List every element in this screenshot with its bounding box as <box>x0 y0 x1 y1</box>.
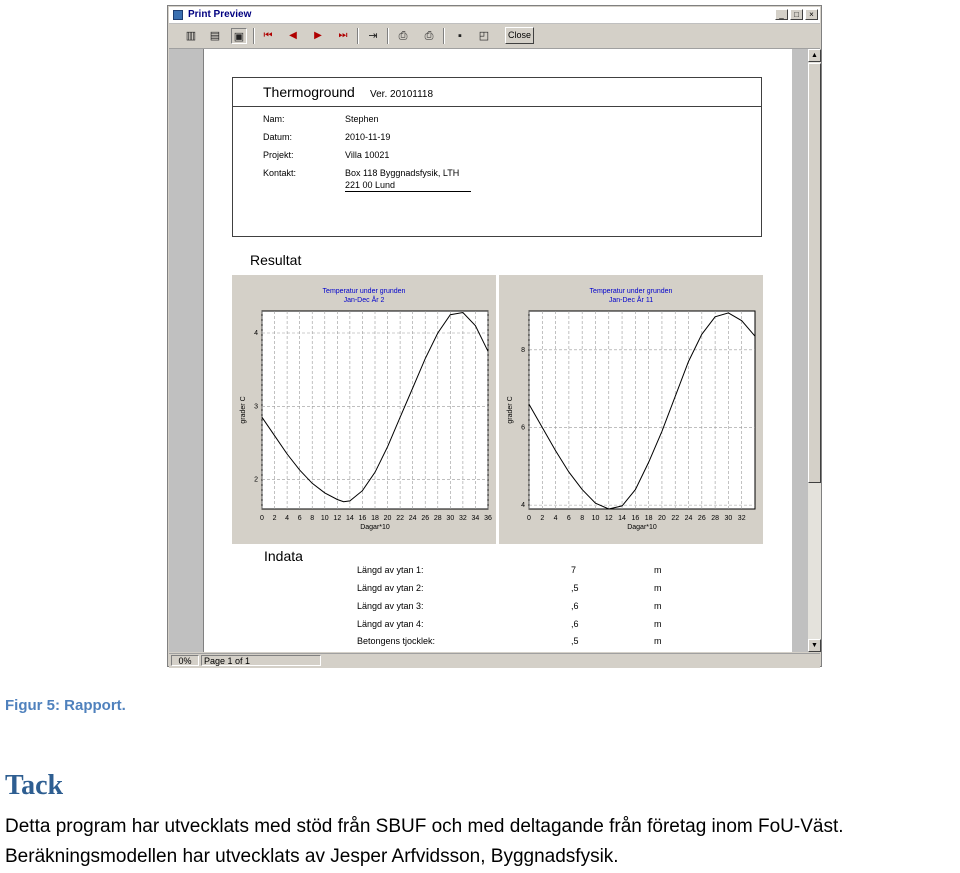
field-label-date: Datum: <box>263 132 293 142</box>
x-tick-label: 6 <box>566 515 571 522</box>
y-tick-label: 4 <box>254 330 258 337</box>
x-tick-label: 8 <box>580 515 585 522</box>
single-page-view-icon[interactable]: ▥ <box>185 30 197 42</box>
report-header-box <box>232 77 762 237</box>
window-close-button[interactable]: × <box>805 9 818 20</box>
x-tick-label: 16 <box>631 515 640 522</box>
page-width-view-icon[interactable]: ▤ <box>209 30 221 42</box>
field-label-name: Nam: <box>263 114 285 124</box>
scroll-thumb[interactable] <box>808 63 821 483</box>
input-label-3: Längd av ytan 3: <box>357 601 424 611</box>
x-axis-label: Dagar*10 <box>360 524 390 531</box>
input-unit-2: m <box>654 583 662 593</box>
x-tick-label: 14 <box>618 515 626 522</box>
x-tick-label: 8 <box>310 515 315 522</box>
y-axis-label: grader C <box>240 396 247 424</box>
x-tick-label: 0 <box>527 515 531 522</box>
y-tick-label: 2 <box>254 476 258 484</box>
previous-page-icon[interactable]: ◀ <box>289 30 297 41</box>
open-folder-icon[interactable]: ◰ <box>478 30 490 42</box>
x-tick-label: 10 <box>320 515 329 522</box>
x-axis-label: Dagar*10 <box>627 524 657 531</box>
x-tick-label: 18 <box>644 515 653 522</box>
chart-subtitle: Jan-Dec År 2 <box>343 297 385 304</box>
app-icon <box>173 10 183 20</box>
input-label-1: Längd av ytan 1: <box>357 565 424 575</box>
y-tick-label: 3 <box>254 403 258 411</box>
x-tick-label: 4 <box>285 515 290 522</box>
x-tick-label: 28 <box>711 515 720 522</box>
input-value-3: ,6 <box>571 601 579 611</box>
y-tick-label: 8 <box>521 346 525 354</box>
x-tick-label: 26 <box>697 515 706 522</box>
report-page <box>203 49 792 652</box>
x-tick-label: 4 <box>553 515 558 522</box>
plot-area <box>529 311 755 509</box>
input-heading: Indata <box>264 548 303 564</box>
input-unit-1: m <box>654 565 662 575</box>
x-tick-label: 24 <box>408 515 417 522</box>
first-page-icon[interactable]: ⏮ <box>263 30 273 41</box>
input-unit-5: m <box>654 636 662 646</box>
vertical-scrollbar[interactable] <box>808 49 821 652</box>
chart-subtitle: Jan-Dec År 11 <box>608 297 654 304</box>
minimize-button[interactable]: _ <box>775 9 788 20</box>
save-icon[interactable]: ▪ <box>458 30 462 42</box>
field-value-name: Stephen <box>345 114 379 124</box>
x-tick-label: 16 <box>358 515 367 522</box>
toolbar <box>169 24 820 49</box>
maximize-button[interactable]: □ <box>790 9 803 20</box>
full-page-view-icon[interactable]: ▣ <box>231 28 247 44</box>
x-tick-label: 12 <box>604 515 613 522</box>
x-tick-label: 12 <box>333 515 342 522</box>
input-unit-4: m <box>654 619 662 629</box>
document-heading: Tack <box>5 770 64 801</box>
x-tick-label: 2 <box>272 515 277 522</box>
field-value-contact: Box 118 Byggnadsfysik, LTH <box>345 168 460 178</box>
field-label-project: Projekt: <box>263 150 294 160</box>
x-tick-label: 0 <box>260 515 264 522</box>
preview-viewport <box>169 49 808 652</box>
x-tick-label: 36 <box>484 515 492 522</box>
chart-title: Temperatur under grunden <box>322 288 406 295</box>
y-tick-label: 6 <box>521 424 525 432</box>
chart-panel-1 <box>232 275 496 544</box>
input-value-2: ,5 <box>571 583 579 593</box>
x-tick-label: 24 <box>684 515 693 522</box>
title-bar[interactable] <box>169 7 820 24</box>
x-tick-label: 22 <box>671 515 680 522</box>
input-label-5: Betongens tjocklek: <box>357 636 436 646</box>
plot-area <box>262 311 488 509</box>
print-icon[interactable]: ⎙ <box>424 30 434 42</box>
chart-panel-2 <box>499 275 763 544</box>
scroll-up-icon[interactable]: ▲ <box>808 49 821 62</box>
x-tick-label: 20 <box>658 515 666 522</box>
x-tick-label: 30 <box>446 515 455 522</box>
x-tick-label: 30 <box>724 515 733 522</box>
last-page-icon[interactable]: ⏭ <box>338 30 348 41</box>
field-value-contact-line2: 221 00 Lund <box>345 180 396 190</box>
x-tick-label: 34 <box>471 515 480 522</box>
x-tick-label: 32 <box>737 515 746 522</box>
status-zoom: 0% <box>171 655 199 666</box>
field-label-contact: Kontakt: <box>263 168 297 178</box>
close-button[interactable]: Close <box>505 27 534 44</box>
input-label-4: Längd av ytan 4: <box>357 619 424 629</box>
input-unit-3: m <box>654 601 662 611</box>
x-tick-label: 28 <box>433 515 442 522</box>
field-value-project: Villa 10021 <box>345 150 390 160</box>
document-paragraph-line1: Detta program har utvecklats med stöd från SBUF och med deltagande från företag inom FoU-Väst. <box>5 816 844 837</box>
y-axis-label: grader C <box>507 396 514 424</box>
input-label-2: Längd av ytan 2: <box>357 583 424 593</box>
print-setup-icon[interactable]: ⎙ <box>398 30 408 42</box>
field-value-date: 2010-11-19 <box>345 132 391 142</box>
report-app-title: Thermoground <box>263 84 355 100</box>
input-value-1: 7 <box>571 565 577 575</box>
result-heading: Resultat <box>250 252 302 268</box>
status-page: Page 1 of 1 <box>201 655 321 666</box>
x-tick-label: 2 <box>540 515 545 522</box>
scroll-down-icon[interactable]: ▼ <box>808 639 821 652</box>
figure-caption: Figur 5: Rapport. <box>5 697 126 714</box>
goto-page-icon[interactable]: ⇥ <box>368 30 378 42</box>
x-tick-label: 10 <box>591 515 600 522</box>
input-value-4: ,6 <box>571 619 579 629</box>
x-tick-label: 22 <box>396 515 405 522</box>
print-preview-window <box>167 5 822 667</box>
input-value-5: ,5 <box>571 636 579 646</box>
document-paragraph-line2: Beräkningsmodellen har utvecklats av Jesper Arfvidsson, Byggnadsfysik. <box>5 846 619 867</box>
x-tick-label: 32 <box>458 515 467 522</box>
x-tick-label: 26 <box>421 515 430 522</box>
window-title: Print Preview <box>188 9 252 20</box>
next-page-icon[interactable]: ▶ <box>314 30 322 41</box>
report-version: Ver. 20101118 <box>370 89 434 100</box>
x-tick-label: 6 <box>297 515 302 522</box>
status-bar <box>169 653 820 668</box>
x-tick-label: 18 <box>371 515 379 522</box>
x-tick-label: 20 <box>383 515 392 522</box>
y-tick-label: 4 <box>521 502 525 510</box>
x-tick-label: 14 <box>345 515 354 522</box>
chart-title: Temperatur under grunden <box>589 288 673 295</box>
